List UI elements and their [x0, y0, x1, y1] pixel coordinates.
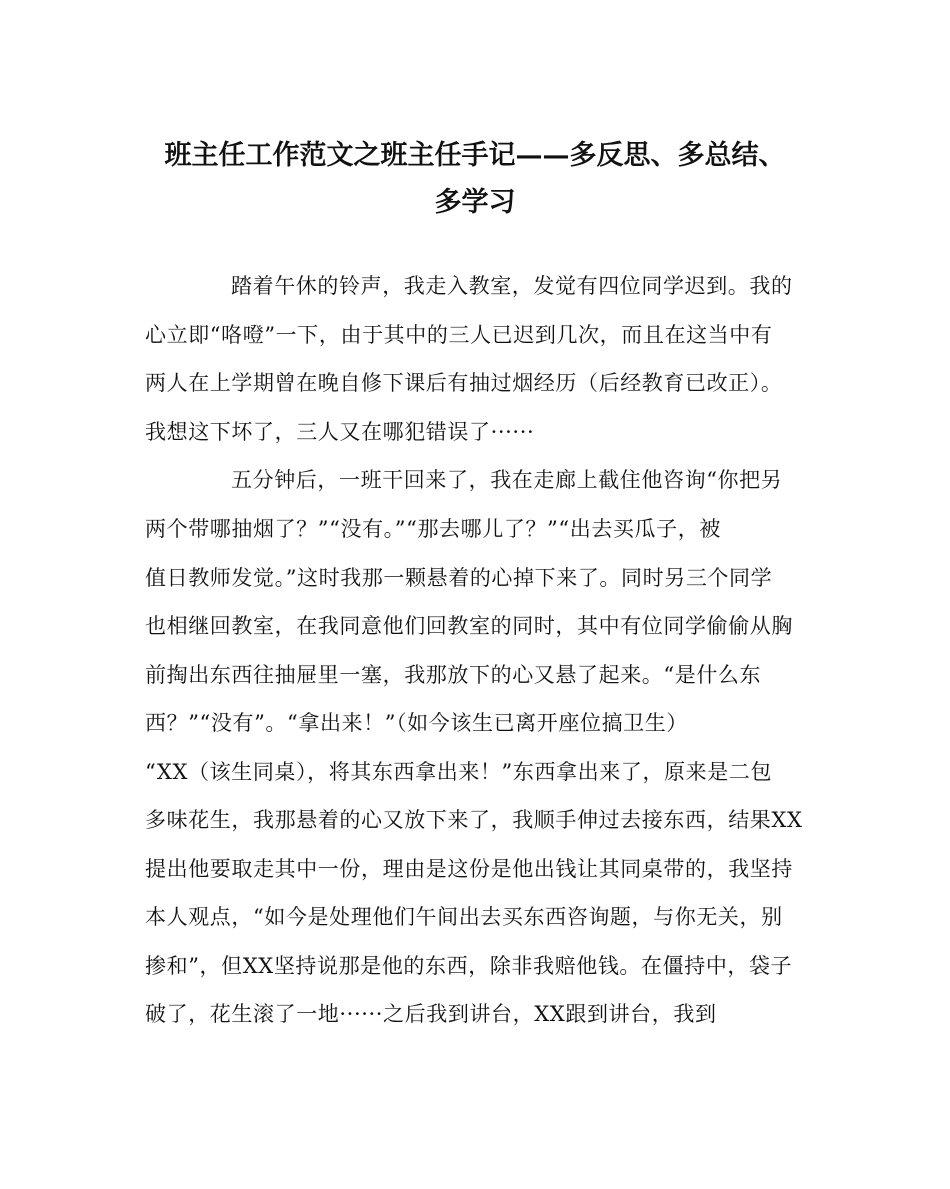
document-title-line-1: 班主任工作范文之班主任手记——多反思、多总结、	[164, 140, 786, 171]
paragraph-line: 值日教师发觉。”这时我那一颗悬着的心掉下来了。同时另三个同学	[145, 566, 773, 590]
paragraph-line: 西？”“没有”。“拿出来！”（如今该生已离开座位搞卫生）	[145, 711, 688, 735]
paragraph-line: 五分钟后，一班干回来了，我在走廊上截住他咨询“你把另	[231, 468, 783, 492]
paragraph-line: 也相继回教室，在我同意他们回教室的同时，其中有位同学偷偷从胸	[145, 614, 793, 638]
paragraph-line: 破了，花生滚了一地······之后我到讲台，XX跟到讲台，我到	[145, 1002, 717, 1026]
paragraph-line: 我想这下坏了，三人又在哪犯错误了······	[145, 420, 535, 444]
paragraph-line: 两人在上学期曾在晚自修下课后有抽过烟经历（后经教育已改正）。	[145, 371, 783, 395]
paragraph-line: 前掏出东西往抽屉里一塞，我那放下的心又悬了起来。“是什么东	[145, 663, 762, 687]
paragraph-line: “XX（该生同桌），将其东西拿出来！”东西拿出来了，原来是二包	[145, 760, 773, 784]
paragraph-line: 本人观点，“如今是处理他们午间出去买东西咨询题，与你无关，别	[145, 905, 783, 929]
paragraph-line: 提出他要取走其中一份，理由是这份是他出钱让其同桌带的，我坚持	[145, 857, 793, 881]
paragraph-line: 踏着午休的铃声，我走入教室，发觉有四位同学迟到。我的	[231, 274, 793, 298]
document-title-line-2: 多学习	[434, 187, 516, 218]
paragraph-line: 心立即“咯噔”一下，由于其中的三人已迟到几次，而且在这当中有	[145, 323, 773, 347]
paragraph-line: 两个带哪抽烟了？”“没有。”“那去哪儿了？”“出去买瓜子，被	[145, 517, 721, 541]
paragraph-line: 掺和”，但XX坚持说那是他的东西，除非我赔他钱。在僵持中，袋子	[145, 954, 793, 978]
paragraph-line: 多味花生，我那悬着的心又放下来了，我顺手伸过去接东西，结果XX	[145, 808, 803, 832]
